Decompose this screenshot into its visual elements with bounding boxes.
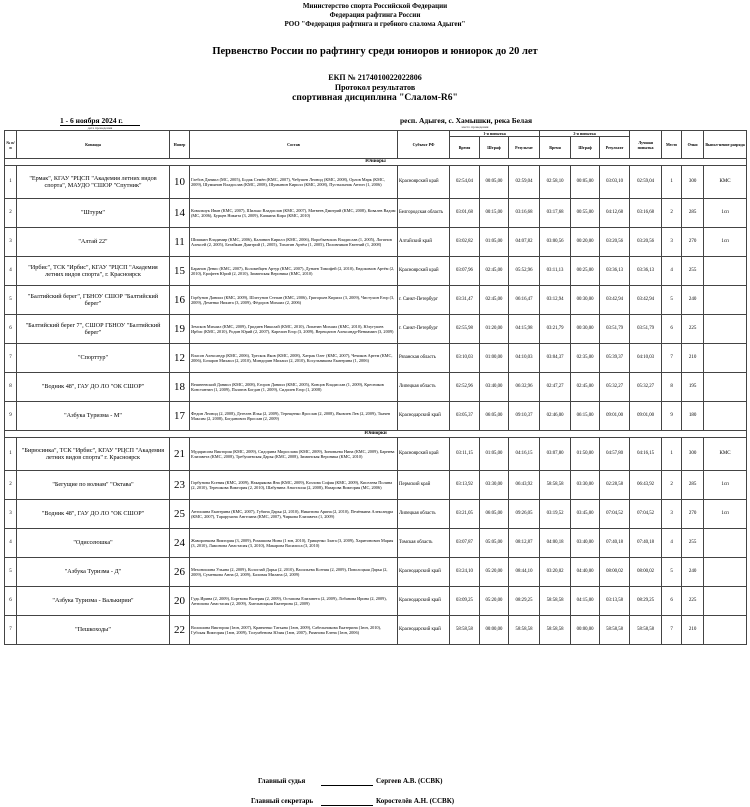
protocol-heading: Протокол результатов <box>334 83 416 92</box>
cell-penalty-2: 02:35,00 <box>571 344 600 373</box>
cell-time-2: 03:11,13 <box>540 257 571 286</box>
cell-result-2: 03:51,79 <box>600 315 630 344</box>
cell-rank: КМС <box>704 438 747 471</box>
col-result-2: Результат <box>600 137 630 159</box>
cell-composition: Волошина Виктория (1юн, 2007), Кравченко Татьяна (1юн, 2009), Сабельникова Екатерина (1юн, 2010), Губская Виктория (1юн, 2009), Толумбенова Юлия (1юн, 2007), Рязанова Елена (1юн, 2006) <box>190 616 398 645</box>
cell-place: 5 <box>662 286 682 315</box>
cell-team: "Азбука Туризма - Валькирии" <box>17 587 170 616</box>
col-best: Лучшая попытка <box>630 131 662 159</box>
cell-place: 8 <box>662 373 682 402</box>
cell-penalty-2: 00:30,00 <box>571 286 600 315</box>
col-rank: Выпол-нение разряда <box>704 131 747 159</box>
col-penalty-2: Штраф <box>571 137 600 159</box>
cell-rank <box>704 587 747 616</box>
results-table <box>4 130 747 645</box>
discipline-heading: спортивная дисциплина "Слалом-R6" <box>292 93 458 103</box>
cell-n: 4 <box>5 257 17 286</box>
cell-penalty-2: 02:45,00 <box>571 373 600 402</box>
cell-place: 3 <box>662 500 682 529</box>
cell-composition: Антошина Екатерина (КМС, 2007), Губина Дарья (2, 2010), Никитина Арина (2, 2010), Печёнкина Александра (КМС, 2007), Тарарухина Ангелина (КМС, 2007), Чиркова Елизавета (1, 2009) <box>190 500 398 529</box>
cell-best: 05:32,27 <box>630 373 662 402</box>
cell-result-2: 04:57,80 <box>600 438 630 471</box>
cell-subject: Липецкая область <box>398 500 450 529</box>
table-row <box>5 344 747 373</box>
cell-result-1: 08:29,25 <box>509 587 540 616</box>
cell-time-1: 03:13,92 <box>450 471 480 500</box>
cell-rank: КМС <box>704 166 747 199</box>
cell-penalty-2: 03:30,00 <box>571 471 600 500</box>
cell-result-1: 06:16,47 <box>509 286 540 315</box>
cell-n: 1 <box>5 166 17 199</box>
cell-points: 300 <box>682 438 704 471</box>
cell-time-1: 02:54,04 <box>450 166 480 199</box>
cell-subject: Красноярский край <box>398 166 450 199</box>
col-composition: Состав <box>190 131 398 159</box>
cell-team: "Бегущие по волнам" "Октава" <box>17 471 170 500</box>
cell-composition: Горбунова Ксения (КМС, 2009), Накарякова Яна (КМС, 2009), Козлова София (КМС, 2009), Киселева Полина (2, 2010), Терешкова Виктория (2, 2010), Шабунина Анастасия (2, 2008), Назарова Виктория (МС, 2006) <box>190 471 398 500</box>
table-row <box>5 166 747 199</box>
cell-place: 4 <box>662 257 682 286</box>
col-number: Номер <box>170 131 190 159</box>
cell-best: 08:00,02 <box>630 558 662 587</box>
col-attempt2: 2-я попытка <box>540 131 630 137</box>
table-row <box>5 373 747 402</box>
cell-result-1: 04:15,98 <box>509 315 540 344</box>
document-title: Первенство России по рафтингу среди юниоров и юниорок до 20 лет <box>212 46 538 57</box>
cell-composition: Гудь Ирина (2, 2009), Бортвова Валерия (2, 2009), Остапова Елизавета (2, 2009), Лобанова Ирина (2, 2009), Антипова Анастасия (2, 2009), Хмельницкая Екатерина (2, 2009) <box>190 587 398 616</box>
cell-team: "Балтийский берег 7", СШОР ГБНОУ "Балтийский берег" <box>17 315 170 344</box>
cell-subject: Красноярский край <box>398 257 450 286</box>
cell-result-2: 02:28,58 <box>600 471 630 500</box>
cell-result-1: 09:10,37 <box>509 402 540 431</box>
cell-best: 03:20,56 <box>630 228 662 257</box>
cell-penalty-1: 05:20,00 <box>480 558 509 587</box>
cell-result-1: 08:44,10 <box>509 558 540 587</box>
secretary-label: Главный секретарь <box>251 797 314 805</box>
cell-penalty-2: 00:00,00 <box>571 616 600 645</box>
cell-result-1: 02:59,04 <box>509 166 540 199</box>
cell-team: "Ермак", КГАУ "РЦСП "Академия летних видов спорта", МАУДО "СШОР "Спутник" <box>17 166 170 199</box>
col-result-1: Результат <box>509 137 540 159</box>
cell-points: 285 <box>682 199 704 228</box>
cell-result-2: 07:40,18 <box>600 529 630 558</box>
cell-penalty-2: 03:40,00 <box>571 529 600 558</box>
cell-result-1: 06:32,96 <box>509 373 540 402</box>
cell-team: "Бирюсинка", ТСК "Ирбис", КГАУ "РЦСП "Академия летних видов спорта" г. Красноярск <box>17 438 170 471</box>
cell-team: "Азбука Туризма - М" <box>17 402 170 431</box>
cell-result-2: 58:58,58 <box>600 616 630 645</box>
table-row <box>5 529 747 558</box>
cell-result-2: 03:13,58 <box>600 587 630 616</box>
cell-result-2: 09:01,00 <box>600 402 630 431</box>
cell-number: 15 <box>170 257 190 286</box>
cell-number: 16 <box>170 286 190 315</box>
cell-team: "Водник 48", ГАУ ДО ЛО "ОК СШОР" <box>17 500 170 529</box>
cell-number: 21 <box>170 438 190 471</box>
cell-best: 58:58,58 <box>630 616 662 645</box>
cell-rank <box>704 344 747 373</box>
cell-time-2: 02:47,27 <box>540 373 571 402</box>
cell-n: 3 <box>5 500 17 529</box>
cell-n: 5 <box>5 286 17 315</box>
col-place: Место <box>662 131 682 159</box>
cell-composition: Земсков Михаил (КМС, 2009), Гридиев Николай (КМС, 2010), Лопатин Михаил (КМС, 2010), Юлугушев Ирбис (КМС, 2010), Родин Юрий (2, 2007), Карелин Егор (3, 2009), Верещагин Александр-Вениамин (3, 2009) <box>190 315 398 344</box>
cell-time-2: 58:58,58 <box>540 471 571 500</box>
cell-best: 07:04,52 <box>630 500 662 529</box>
cell-place: 2 <box>662 471 682 500</box>
cell-time-1: 03:07,96 <box>450 257 480 286</box>
cell-place: 6 <box>662 587 682 616</box>
col-points: Очки <box>682 131 704 159</box>
cell-place: 3 <box>662 228 682 257</box>
cell-points: 270 <box>682 228 704 257</box>
cell-number: 26 <box>170 558 190 587</box>
cell-time-2: 03:19,52 <box>540 500 571 529</box>
cell-time-1: 03:01,68 <box>450 199 480 228</box>
cell-time-2: 02:46,00 <box>540 402 571 431</box>
cell-time-2: 03:00,56 <box>540 228 571 257</box>
cell-n: 3 <box>5 228 17 257</box>
cell-points: 285 <box>682 471 704 500</box>
cell-team: "Пешкоходы" <box>17 616 170 645</box>
cell-best: 09:01,00 <box>630 402 662 431</box>
cell-place: 4 <box>662 529 682 558</box>
cell-number: 17 <box>170 402 190 431</box>
cell-time-2: 03:12,94 <box>540 286 571 315</box>
cell-number: 23 <box>170 471 190 500</box>
cell-result-1: 05:52,96 <box>509 257 540 286</box>
cell-best: 03:36,13 <box>630 257 662 286</box>
cell-subject: Алтайский край <box>398 228 450 257</box>
cell-penalty-1: 00:15,00 <box>480 199 509 228</box>
cell-composition: Глебов Даниил (МС, 2005), Бодак Семён (КМС, 2007), Чебушев Леонид (КМС, 2008), Орлов Марк (КМС, 2009), Шумынин Владислав (КМС, 2008), Шумынин Кирилл (КМС, 2008), Пустыльник Антон (1, 2006) <box>190 166 398 199</box>
cell-best: 06:43,92 <box>630 471 662 500</box>
cell-penalty-1: 03:40,00 <box>480 373 509 402</box>
cell-subject: Рязанская область <box>398 344 450 373</box>
cell-place: 2 <box>662 199 682 228</box>
cell-points: 240 <box>682 286 704 315</box>
cell-subject: Белгородская область <box>398 199 450 228</box>
cell-penalty-1: 00:05,00 <box>480 166 509 199</box>
cell-time-2: 03:21,79 <box>540 315 571 344</box>
group-header: Юниоры <box>5 159 747 166</box>
cell-points: 255 <box>682 529 704 558</box>
cell-place: 1 <box>662 438 682 471</box>
judge-label: Главный судья <box>258 777 306 785</box>
cell-best: 04:16,15 <box>630 438 662 471</box>
cell-points: 255 <box>682 257 704 286</box>
event-date-caption: дата проведения <box>60 125 140 130</box>
cell-points: 225 <box>682 315 704 344</box>
cell-time-2: 58:58,58 <box>540 587 571 616</box>
cell-time-2: 03:20,02 <box>540 558 571 587</box>
cell-rank: 1сп <box>704 228 747 257</box>
cell-time-1: 03:31,47 <box>450 286 480 315</box>
ekp-number: ЕКП № 2174010022022806 <box>328 73 422 82</box>
cell-time-1: 03:02,82 <box>450 228 480 257</box>
cell-n: 4 <box>5 529 17 558</box>
cell-number: 12 <box>170 344 190 373</box>
cell-n: 6 <box>5 315 17 344</box>
cell-n: 8 <box>5 373 17 402</box>
table-row <box>5 587 747 616</box>
cell-place: 9 <box>662 402 682 431</box>
cell-result-2: 03:20,56 <box>600 228 630 257</box>
cell-composition: Горбунов Даниил (КМС, 2009), Шлегунов Степан (КМС, 2006), Григорьев Кирилл (3, 2009), Чистухин Егор (3, 2009), Деменко Никита (3, 2009), Фёдоров Михаил (2, 2006) <box>190 286 398 315</box>
cell-composition: Баранов Денис (КМС, 2007), Коломейцев Артур (КМС, 2007), Дунаев Тимофей (2, 2010), Евдокимов Артём (2, 2010), Ерофеев Юрий (2, 2010), Зиминская Вероника (КМС, 2010) <box>190 257 398 286</box>
ministry-line: Министерство спорта Российской Федерации <box>302 2 448 10</box>
cell-penalty-1: 02:45,00 <box>480 286 509 315</box>
table-row <box>5 616 747 645</box>
table-row <box>5 438 747 471</box>
cell-n: 5 <box>5 558 17 587</box>
cell-place: 1 <box>662 166 682 199</box>
cell-result-2: 05:32,27 <box>600 373 630 402</box>
cell-penalty-1: 01:00,00 <box>480 344 509 373</box>
cell-penalty-1: 01:05,00 <box>480 438 509 471</box>
cell-composition: Жаворонкова Виктория (3, 2009), Ромашова Нина (1 юн, 2010), Грищенко Злата (3, 2009), Харитонович Мария (3, 2010), Лямонова Анастасия (3, 2010), Макарова Василиса (3, 2010) <box>190 529 398 558</box>
cell-time-2: 02:58,10 <box>540 166 571 199</box>
cell-number: 19 <box>170 315 190 344</box>
cell-rank <box>704 529 747 558</box>
cell-result-2: 05:39,37 <box>600 344 630 373</box>
cell-number: 10 <box>170 166 190 199</box>
cell-rank <box>704 558 747 587</box>
cell-team: "Спорттур" <box>17 344 170 373</box>
cell-rank <box>704 373 747 402</box>
cell-result-1: 04:10,03 <box>509 344 540 373</box>
cell-place: 5 <box>662 558 682 587</box>
cell-place: 7 <box>662 344 682 373</box>
cell-number: 18 <box>170 373 190 402</box>
cell-composition: Вешнеевский Даниил (КМС, 2008), Егоров Даниил (КМС, 2005), Концов Владислав (1, 2009), Кресников Константин (1, 2009), Палатов Богдан (1, 2009), Сидилев Егор (1, 2008) <box>190 373 398 402</box>
cell-time-1: 58:58,58 <box>450 616 480 645</box>
cell-team: "Водник 48", ГАУ ДО ЛО "ОК СШОР" <box>17 373 170 402</box>
cell-time-1: 03:21,05 <box>450 500 480 529</box>
cell-result-2: 03:36,13 <box>600 257 630 286</box>
cell-best: 08:29,25 <box>630 587 662 616</box>
cell-points: 240 <box>682 558 704 587</box>
cell-penalty-1: 01:05,00 <box>480 228 509 257</box>
cell-number: 20 <box>170 587 190 616</box>
cell-composition: Власов Александр (КМС, 2006), Трескок Яков (КМС, 2008), Хатрак Олег (КМС, 2007), Чечиков Артем (КМС, 2006), Бочаров Михаил (2, 2010), Миндорин Михаил (2, 2010), Косульникова Екатерина (1, 2006) <box>190 344 398 373</box>
col-subject: Субъект РФ <box>398 131 450 159</box>
cell-points: 180 <box>682 402 704 431</box>
cell-penalty-1: 03:30,00 <box>480 471 509 500</box>
event-place-caption: место проведения <box>461 125 489 129</box>
table-row <box>5 500 747 529</box>
cell-team: "Штурм" <box>17 199 170 228</box>
roo-line: РОО "Федерация рафтинга и гребного слалома Адыгеи" <box>284 20 466 28</box>
cell-points: 210 <box>682 616 704 645</box>
cell-penalty-2: 03:45,00 <box>571 500 600 529</box>
cell-subject: Краснодарский край <box>398 587 450 616</box>
cell-team: "Одиссеюшка" <box>17 529 170 558</box>
cell-time-2: 03:04,37 <box>540 344 571 373</box>
cell-result-1: 04:07,82 <box>509 228 540 257</box>
cell-rank <box>704 286 747 315</box>
cell-result-1: 04:16,15 <box>509 438 540 471</box>
cell-number: 14 <box>170 199 190 228</box>
table-row <box>5 558 747 587</box>
cell-n: 7 <box>5 344 17 373</box>
table-row <box>5 315 747 344</box>
cell-best: 03:16,68 <box>630 199 662 228</box>
cell-subject: г. Санкт-Петербург <box>398 315 450 344</box>
cell-best: 03:51,79 <box>630 315 662 344</box>
cell-n: 2 <box>5 471 17 500</box>
cell-penalty-2: 04:15,00 <box>571 587 600 616</box>
cell-rank <box>704 257 747 286</box>
cell-best: 07:40,18 <box>630 529 662 558</box>
cell-result-2: 08:00,02 <box>600 558 630 587</box>
cell-best: 03:42,94 <box>630 286 662 315</box>
cell-penalty-1: 00:00,00 <box>480 616 509 645</box>
cell-subject: Пермский край <box>398 471 450 500</box>
cell-penalty-1: 01:20,00 <box>480 315 509 344</box>
cell-n: 7 <box>5 616 17 645</box>
cell-number: 24 <box>170 529 190 558</box>
cell-time-2: 03:17,68 <box>540 199 571 228</box>
cell-result-1: 03:16,68 <box>509 199 540 228</box>
cell-penalty-1: 06:05,00 <box>480 500 509 529</box>
cell-time-2: 58:58,58 <box>540 616 571 645</box>
cell-composition: Ковальчук Иван (КМС, 2007), Шилько Владислав (КМС, 2007), Матвеев Дмитрий (КМС, 2008), Ковалев Вадим (МС, 2006), Бурцев Никита (3, 2009), Капкина Кира (КМС, 2010) <box>190 199 398 228</box>
cell-points: 210 <box>682 344 704 373</box>
cell-result-1: 06:43,92 <box>509 471 540 500</box>
federation-line: Федерация рафтинга России <box>329 11 421 19</box>
event-place: респ. Адыгея, с. Хамышки, река Белая <box>400 116 533 125</box>
cell-subject: Краснодарский край <box>398 402 450 431</box>
cell-number: 22 <box>170 616 190 645</box>
cell-penalty-2: 00:30,00 <box>571 315 600 344</box>
table-row <box>5 228 747 257</box>
cell-time-1: 03:07,87 <box>450 529 480 558</box>
cell-penalty-2: 00:25,00 <box>571 257 600 286</box>
cell-number: 11 <box>170 228 190 257</box>
cell-penalty-2: 01:50,00 <box>571 438 600 471</box>
cell-subject: Липецкая область <box>398 373 450 402</box>
secretary-name: Коростелёв А.Н. (ССВК) <box>376 797 455 805</box>
cell-rank <box>704 315 747 344</box>
cell-penalty-1: 06:05,00 <box>480 402 509 431</box>
cell-points: 195 <box>682 373 704 402</box>
cell-rank <box>704 402 747 431</box>
judge-signature-line <box>321 785 373 786</box>
cell-result-1: 08:12,87 <box>509 529 540 558</box>
cell-points: 225 <box>682 587 704 616</box>
cell-penalty-2: 00:55,00 <box>571 199 600 228</box>
cell-result-2: 04:12,68 <box>600 199 630 228</box>
table-row <box>5 402 747 431</box>
cell-subject: Красноярский край <box>398 438 450 471</box>
cell-composition: Шишкин Владимир (КМС, 2006), Калинин Кирилл (КМС, 2006), Воробьевских Владислав (1, 2005), Логинов Алексей (2, 2005), Бегайкин Дмитрий (1, 2005), Тихатин Артём (1, 2005), Половников Евгений (1, 2008) <box>190 228 398 257</box>
cell-n: 9 <box>5 402 17 431</box>
cell-points: 300 <box>682 166 704 199</box>
table-row <box>5 257 747 286</box>
cell-place: 7 <box>662 616 682 645</box>
table-row <box>5 471 747 500</box>
secretary-signature-line <box>321 805 373 806</box>
cell-composition: Мехоношина Ульяна (2, 2009), Кологлай Дарья (2, 2010), Васильева Ксения (2, 2009), Поволоцкая Дарья (2, 2009), Суменкова Анна (2, 2009), Баловая Милана (2, 2009) <box>190 558 398 587</box>
cell-rank <box>704 616 747 645</box>
cell-subject: г. Санкт-Петербург <box>398 286 450 315</box>
cell-subject: Томская область <box>398 529 450 558</box>
cell-time-1: 03:10,03 <box>450 344 480 373</box>
cell-composition: Федин Леонид (2, 2008), Дегелев Илья (2, 2009), Терещенко Ярослав (2, 2008), Яковлев Лев (2, 2009), Ткачев Максим (2, 2008), Богданович Ярослав (2, 2009) <box>190 402 398 431</box>
cell-penalty-2: 00:05,00 <box>571 166 600 199</box>
col-penalty-1: Штраф <box>480 137 509 159</box>
cell-result-1: 09:26,05 <box>509 500 540 529</box>
cell-n: 6 <box>5 587 17 616</box>
cell-time-1: 03:05,37 <box>450 402 480 431</box>
cell-points: 270 <box>682 500 704 529</box>
cell-time-1: 02:52,96 <box>450 373 480 402</box>
table-row <box>5 286 747 315</box>
col-time-2: Время <box>540 137 571 159</box>
cell-n: 1 <box>5 438 17 471</box>
cell-n: 2 <box>5 199 17 228</box>
cell-penalty-2: 06:15,00 <box>571 402 600 431</box>
event-date: 1 - 6 ноября 2024 г. <box>60 116 123 125</box>
col-attempt1: 1-я попытка <box>450 131 540 137</box>
cell-best: 04:10,03 <box>630 344 662 373</box>
table-row <box>5 199 747 228</box>
cell-place: 6 <box>662 315 682 344</box>
judge-name: Сергеев А.В. (ССВК) <box>376 777 443 785</box>
cell-time-1: 03:11,15 <box>450 438 480 471</box>
col-n: № п/п <box>5 131 17 159</box>
cell-best: 02:59,04 <box>630 166 662 199</box>
cell-rank: 1сп <box>704 471 747 500</box>
cell-time-1: 02:55,98 <box>450 315 480 344</box>
col-time-1: Время <box>450 137 480 159</box>
cell-result-2: 03:42,94 <box>600 286 630 315</box>
cell-penalty-2: 00:20,00 <box>571 228 600 257</box>
cell-team: "Ирбис", ТСК "Ирбис", КГАУ "РЦСП "Академия летних видов спорта", г. Красноярск <box>17 257 170 286</box>
cell-penalty-1: 02:45,00 <box>480 257 509 286</box>
cell-rank: 1сп <box>704 500 747 529</box>
cell-subject: Краснодарский край <box>398 558 450 587</box>
cell-penalty-1: 05:05,00 <box>480 529 509 558</box>
cell-rank: 1сп <box>704 199 747 228</box>
group-header: Юниорки <box>5 431 747 438</box>
cell-team: "Азбука Туризма - Д" <box>17 558 170 587</box>
cell-subject: Краснодарский край <box>398 616 450 645</box>
cell-time-1: 03:24,10 <box>450 558 480 587</box>
cell-result-2: 07:04,52 <box>600 500 630 529</box>
cell-result-1: 58:58,58 <box>509 616 540 645</box>
cell-time-2: 03:07,80 <box>540 438 571 471</box>
cell-team: "Алтай 22" <box>17 228 170 257</box>
cell-team: "Балтийский берег", ГБНОУ СШОР "Балтийский берег" <box>17 286 170 315</box>
cell-composition: Мударисова Виктория (КМС, 2009), Сидорина Мирослава (КМС, 2009), Зиновьева Нина (КМС, 2009), Барнева Елизавета (КМС, 2008), Требушевская Дарья (КМС, 2008), Зиминская Вероника (КМС, 2010) <box>190 438 398 471</box>
cell-penalty-2: 04:40,00 <box>571 558 600 587</box>
cell-result-2: 03:03,10 <box>600 166 630 199</box>
cell-time-2: 04:00,18 <box>540 529 571 558</box>
col-team: Команда <box>17 131 170 159</box>
cell-penalty-1: 05:20,00 <box>480 587 509 616</box>
cell-time-1: 03:09,25 <box>450 587 480 616</box>
cell-number: 25 <box>170 500 190 529</box>
